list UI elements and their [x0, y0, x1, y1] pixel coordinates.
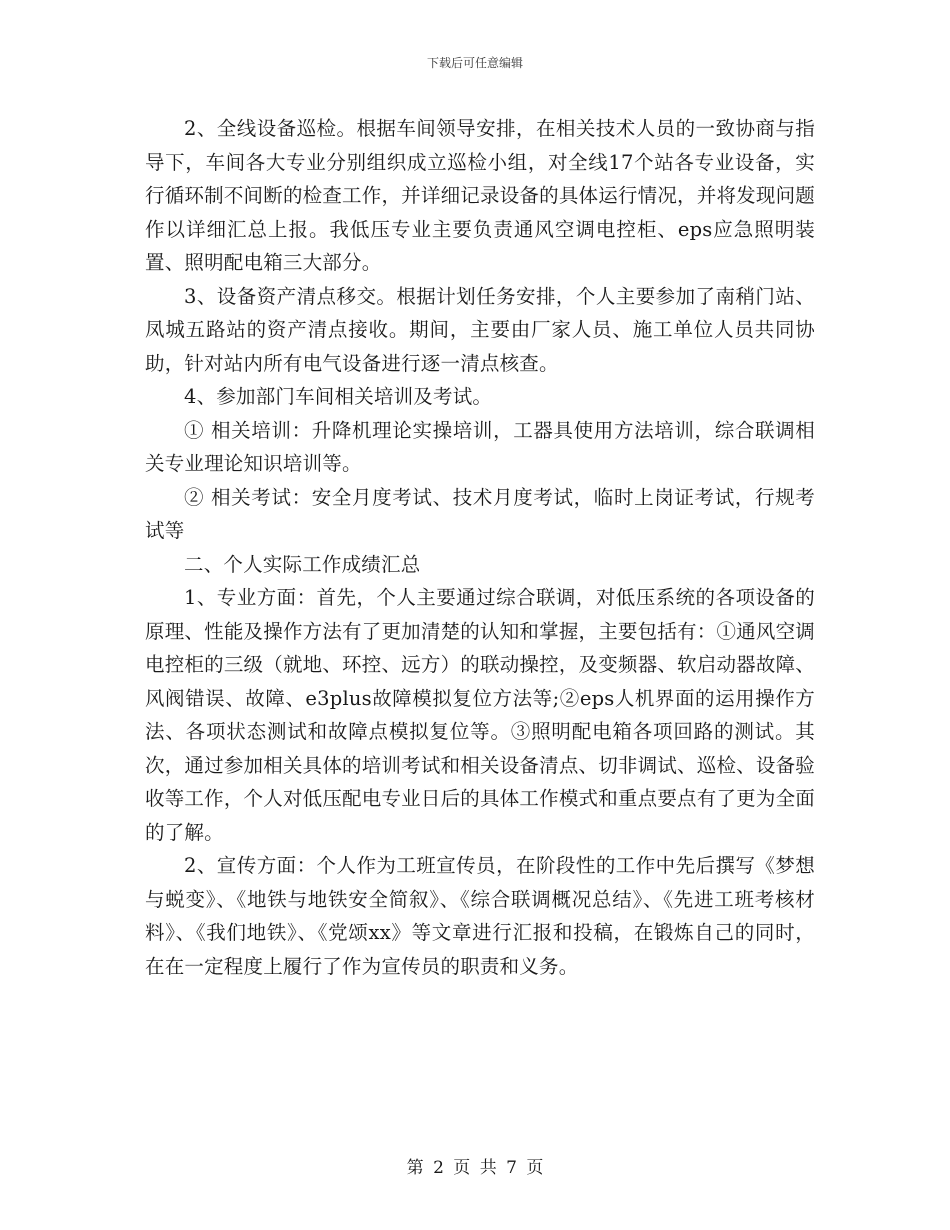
paragraph-publicity: 2、宣传方面：个人作为工班宣传员，在阶段性的工作中先后撰写《梦想与蜕变》、《地铁与地铁安全简叙》、《综合联调概况总结》、《先进工班考核材料》、《我们地铁》、《党颂xx》等文章进行汇报和投稿，在锻炼自己的同时，在在一定程度上履行了作为宣传员的职责和义务。: [145, 854, 815, 978]
section-heading-achievements: 二、个人实际工作成绩汇总: [184, 552, 421, 576]
document-body: [145, 112, 815, 983]
paragraph-training-heading: 4、参加部门车间相关培训及考试。: [184, 385, 493, 408]
paragraph-equipment-inspection: 2、全线设备巡检。根据车间领导安排，在相关技术人员的一致协商与指导下，车间各大专业分别组织成立巡检小组，对全线17个站各专业设备，实行循环制不间断的检查工作，并详细记录设备的具体运行情况，并将发现问题作以详细汇总上报。我低压专业主要负责通风空调电控柜、eps应急照明装置、照明配电箱三大部分。: [145, 117, 815, 274]
paragraph-professional: 1、专业方面：首先，个人主要通过综合联调，对低压系统的各项设备的原理、性能及操作方法有了更加清楚的认知和掌握，主要包括有：①通风空调电控柜的三级（就地、环控、远方）的联动操控，及变频器、软启动器故障、风阀错误、故障、e3plus故障模拟复位方法等;②eps人机界面的运用操作方法、各项状态测试和故障点模拟复位等。③照明配电箱各项回路的测试。其次，通过参加相关具体的培训考试和相关设备清点、切非调试、巡检、设备验收等工作，个人对低压配电专业日后的具体工作模式和重点要点有了更为全面的了解。: [145, 586, 815, 844]
page-number-footer: 第 2 页 共 7 页: [406, 1158, 544, 1178]
paragraph-exam-list: ② 相关考试：安全月度考试、技术月度考试，临时上岗证考试，行规考试等: [145, 485, 815, 542]
paragraph-asset-handover: 3、设备资产清点移交。根据计划任务安排，个人主要参加了南稍门站、凤城五路站的资产清点接收。期间，主要由厂家人员、施工单位人员共同协助，针对站内所有电气设备进行逐一清点核查。: [145, 284, 815, 375]
page-header-note: 下载后可任意编辑: [426, 56, 523, 70]
paragraph-training-list: ① 相关培训：升降机理论实操培训，工器具使用方法培训，综合联调相关专业理论知识培训等。: [145, 418, 815, 475]
